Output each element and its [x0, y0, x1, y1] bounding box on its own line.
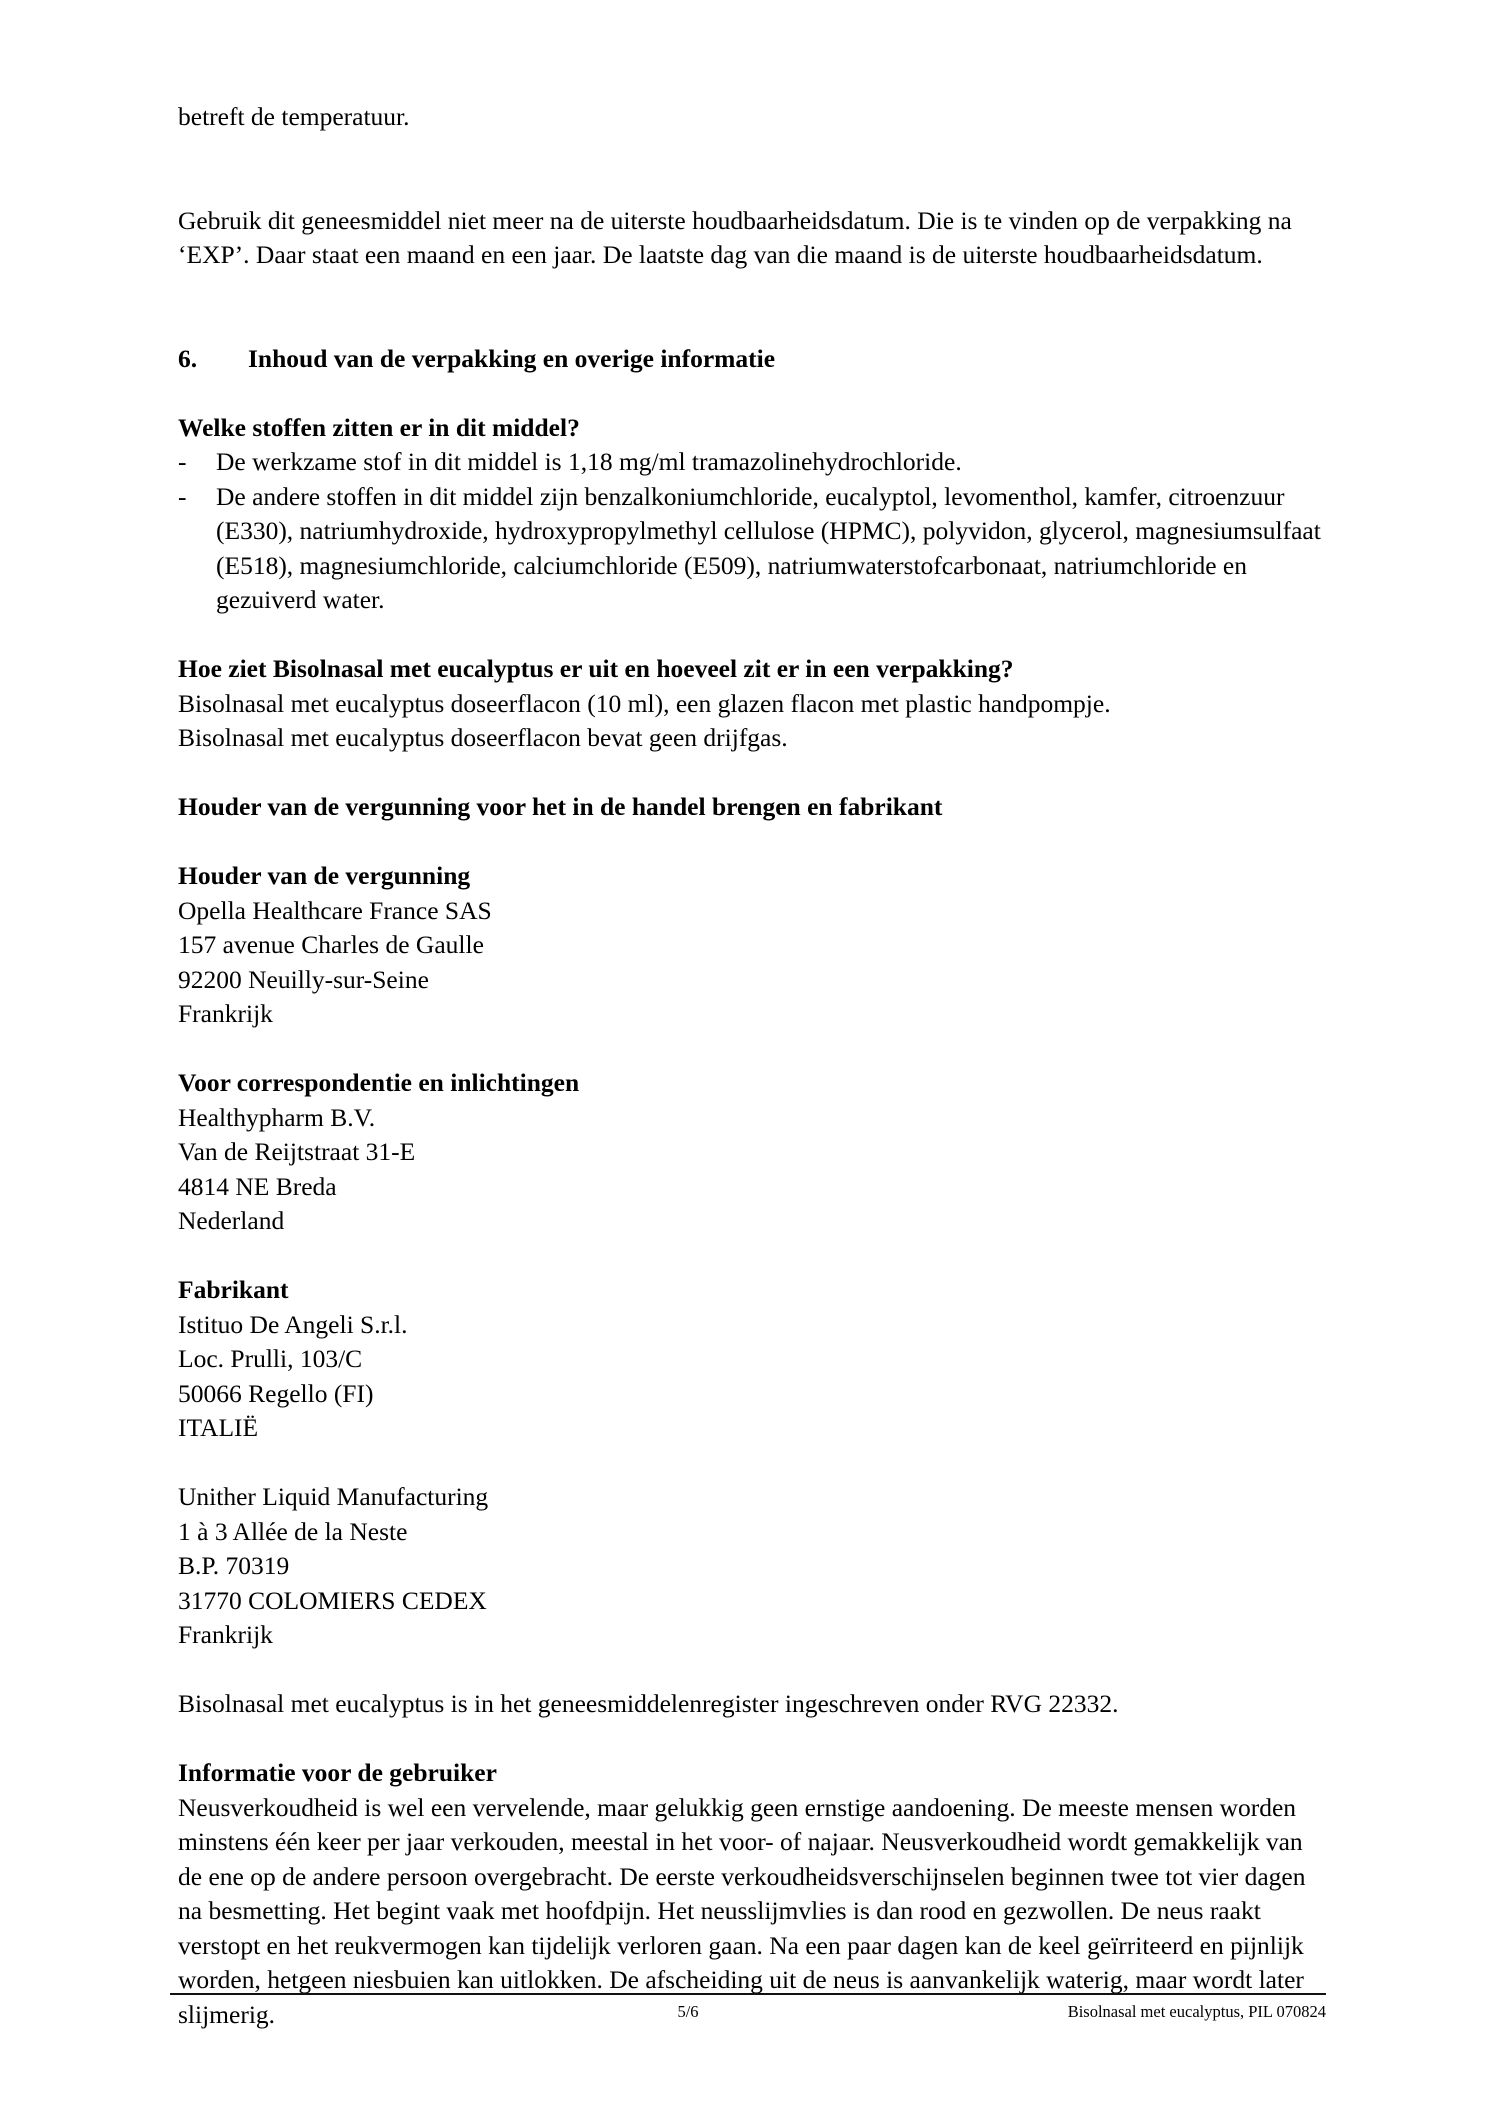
list-item-text: De werkzame stof in dit middel is 1,18 mg/ml tramazolinehydrochloride.	[216, 447, 962, 476]
footer-document-reference: Bisolnasal met eucalyptus, PIL 070824	[1067, 2002, 1326, 2021]
address-line: Van de Reijtstraat 31-E	[178, 1137, 416, 1166]
footer-row	[170, 2001, 1326, 2035]
spacer	[178, 1032, 1323, 1067]
address-block-manufacturer	[178, 1273, 1323, 1446]
address-line: Healthypharm B.V.	[178, 1102, 376, 1132]
address-line: ITALIË	[178, 1413, 259, 1442]
heading-holder: Houder van de vergunning	[178, 861, 471, 890]
list-item-text: De andere stoffen in dit middel zijn benzalkoniumchloride, eucalyptol, levomenthol, kamfer, citroenzuur (E330), natriumhydroxide, hydroxypropylmethyl cellulose (HPMC), polyvidon, glycerol, magnesiumsulfaat (E518), magnesiumchloride, calciumchloride (E509), natriumwaterstofcarbonaat, natriumchloride en gezuiverd water.	[216, 481, 1321, 614]
address-line: Loc. Prulli, 103/C	[178, 1344, 363, 1373]
paragraph-temperature-fragment: betreft de temperatuur.	[178, 102, 410, 131]
spacer	[178, 1722, 1323, 1757]
address-line: Frankrijk	[178, 1620, 273, 1649]
paragraph-expiry: Gebruik dit geneesmiddel niet meer na de uiterste houdbaarheidsdatum. Die is te vinden op de verpakking na ‘EXP’. Daar staat een maand en een jaar. De laatste dag van die maand is de uiterste houdbaarheidsdatum.	[178, 205, 1292, 269]
footer-page-number: 5/6	[677, 2002, 699, 2021]
section-heading-6	[178, 342, 1323, 377]
spacer	[178, 825, 1323, 860]
list-item	[178, 445, 1323, 480]
address-line: 1 à 3 Allée de la Neste	[178, 1516, 408, 1546]
dash-bullet: -	[178, 481, 187, 511]
section-number: 6.	[178, 343, 198, 373]
heading-marketing-authorisation: Houder van de vergunning voor het in de handel brengen en fabrikant	[178, 792, 943, 821]
address-line: B.P. 70319	[178, 1551, 290, 1580]
heading-correspondence: Voor correspondentie en inlichtingen	[178, 1068, 580, 1097]
address-line: Nederland	[178, 1206, 285, 1235]
address-line: Unither Liquid Manufacturing	[178, 1482, 489, 1511]
heading-user-information: Informatie voor de gebruiker	[178, 1758, 497, 1787]
spacer	[178, 376, 1323, 411]
document-body	[178, 100, 1323, 2032]
address-line: 4814 NE Breda	[178, 1171, 337, 1201]
spacer	[178, 135, 1323, 204]
address-line: 50066 Regello (FI)	[178, 1378, 374, 1408]
address-block-manufacturer-2	[178, 1480, 1323, 1653]
substances-list	[178, 445, 1323, 618]
spacer	[178, 273, 1323, 342]
address-line: 31770 COLOMIERS CEDEX	[178, 1585, 487, 1615]
heading-manufacturer: Fabrikant	[178, 1275, 289, 1304]
address-line: 157 avenue Charles de Gaulle	[178, 930, 484, 959]
address-line: Istituo De Angeli S.r.l.	[178, 1309, 408, 1339]
spacer	[178, 1239, 1323, 1274]
address-line: Frankrijk	[178, 999, 273, 1028]
list-item	[178, 480, 1323, 618]
paragraph-user-information: Neusverkoudheid is wel een vervelende, maar gelukkig geen ernstige aandoening. De meeste mensen worden minstens één keer per jaar verkouden, meestal in het voor- of najaar. Neusverkoudheid wordt gemakkelijk van de ene op de andere persoon overgebracht. De eerste verkoudheidsverschijnselen beginnen twee tot vier dagen na besmetting. Het begint vaak met hoofdpijn. Het neusslijmvlies is dan rood en gezwollen. De neus raakt verstopt en het reukvermogen kan tijdelijk verloren gaan. Na een paar dagen kan de keel geïrriteerd en pijnlijk worden, hetgeen niesbuien kan uitlokken. De afscheiding uit de neus is aanvankelijk waterig, maar wordt later slijmerig.	[178, 1792, 1306, 2029]
heading-substances: Welke stoffen zitten er in dit middel?	[178, 412, 580, 442]
appearance-line-1: Bisolnasal met eucalyptus doseerflacon (10 ml), een glazen flacon met plastic handpompje.	[178, 688, 1111, 718]
address-block-correspondence	[178, 1066, 1323, 1239]
spacer	[178, 756, 1323, 791]
paragraph-registration: Bisolnasal met eucalyptus is in het geneesmiddelenregister ingeschreven onder RVG 22332.	[178, 1689, 1119, 1718]
address-line: 92200 Neuilly-sur-Seine	[178, 964, 429, 994]
heading-appearance: Hoe ziet Bisolnasal met eucalyptus er uit en hoeveel zit er in een verpakking?	[178, 654, 1014, 683]
spacer	[178, 1653, 1323, 1688]
page-footer	[170, 1993, 1326, 2035]
footer-divider	[170, 1993, 1326, 1995]
address-line: Opella Healthcare France SAS	[178, 895, 492, 925]
spacer	[178, 618, 1323, 653]
spacer	[178, 1446, 1323, 1481]
appearance-line-2: Bisolnasal met eucalyptus doseerflacon bevat geen drijfgas.	[178, 723, 788, 752]
section-title: Inhoud van de verpakking en overige informatie	[248, 343, 776, 373]
dash-bullet: -	[178, 447, 187, 476]
address-block-holder	[178, 859, 1323, 1032]
